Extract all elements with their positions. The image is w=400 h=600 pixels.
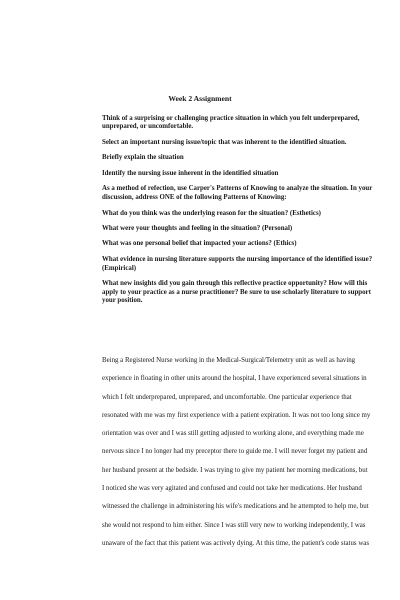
essay-line: Being a Registered Nurse working in the Medical-Surgical/Telemetry unit as well as having [102, 357, 356, 364]
document-title: Week 2 Assignment [168, 94, 232, 103]
prompt-item: As a method of refection, use Carper's Patterns of Knowing to analyze the situation. In your discussion, address ONE of the following Patterns of Knowing: [102, 185, 373, 202]
essay-line: orientation was over and I was still getting adjusted to working alone, and everything made me [102, 430, 364, 438]
prompt-item: Think of a surprising or challenging practice situation in which you felt underprepared, unprepared, or uncomfortable. [102, 114, 360, 131]
prompt-item: What do you think was the underlying reason for the situation? (Esthetics) [102, 209, 321, 217]
essay-line: she would not respond to him either. Since I was still very new to working independently, I was [102, 521, 366, 529]
essay-line: her husband present at the bedside. I was trying to give my patient her morning medications, but [102, 466, 368, 474]
prompt-item: Briefly explain the situation [102, 154, 184, 162]
assignment-prompts [102, 108, 384, 311]
essay-body [102, 352, 390, 553]
essay-line: unaware of the fact that this patient was actively dying. At this time, the patient's code status was [102, 539, 370, 547]
prompt-item: What new insights did you gain through this reflective practice opportunity? How will this apply to your practice as a nurse practitioner? Be sure to use scholarly literature to support your position. [102, 280, 371, 305]
essay-line: I noticed she was very agitated and confused and could not take her medications. Her husband [102, 485, 362, 493]
essay-line: nervous since I no longer had my preceptor there to guide me. I will never forget my patient and [102, 448, 368, 456]
prompt-item: What was one personal belief that impacted your actions? (Ethics) [102, 240, 297, 248]
essay-line: resonated with me was my first experience with a patient expiration. It was not too long since my [102, 411, 371, 419]
essay-line: which I felt underprepared, unprepared, and uncomfortable. One particular experience that [102, 393, 352, 401]
essay-line: experience in floating in other units around the hospital, I have experienced several situations in [102, 375, 367, 383]
prompt-item: What were your thoughts and feeling in the situation? (Personal) [102, 224, 293, 232]
prompt-item: Select an important nursing issue/topic that was inherent to the identified situation. [102, 138, 347, 146]
essay-line: witnessed the challenge in administering his wife's medications and he attempted to help me, but [102, 503, 369, 511]
prompt-item: What evidence in nursing literature supports the nursing importance of the identified issue? (Empirical) [102, 255, 373, 272]
prompt-item: Identify the nursing issue inherent in the identified situation [102, 169, 279, 177]
